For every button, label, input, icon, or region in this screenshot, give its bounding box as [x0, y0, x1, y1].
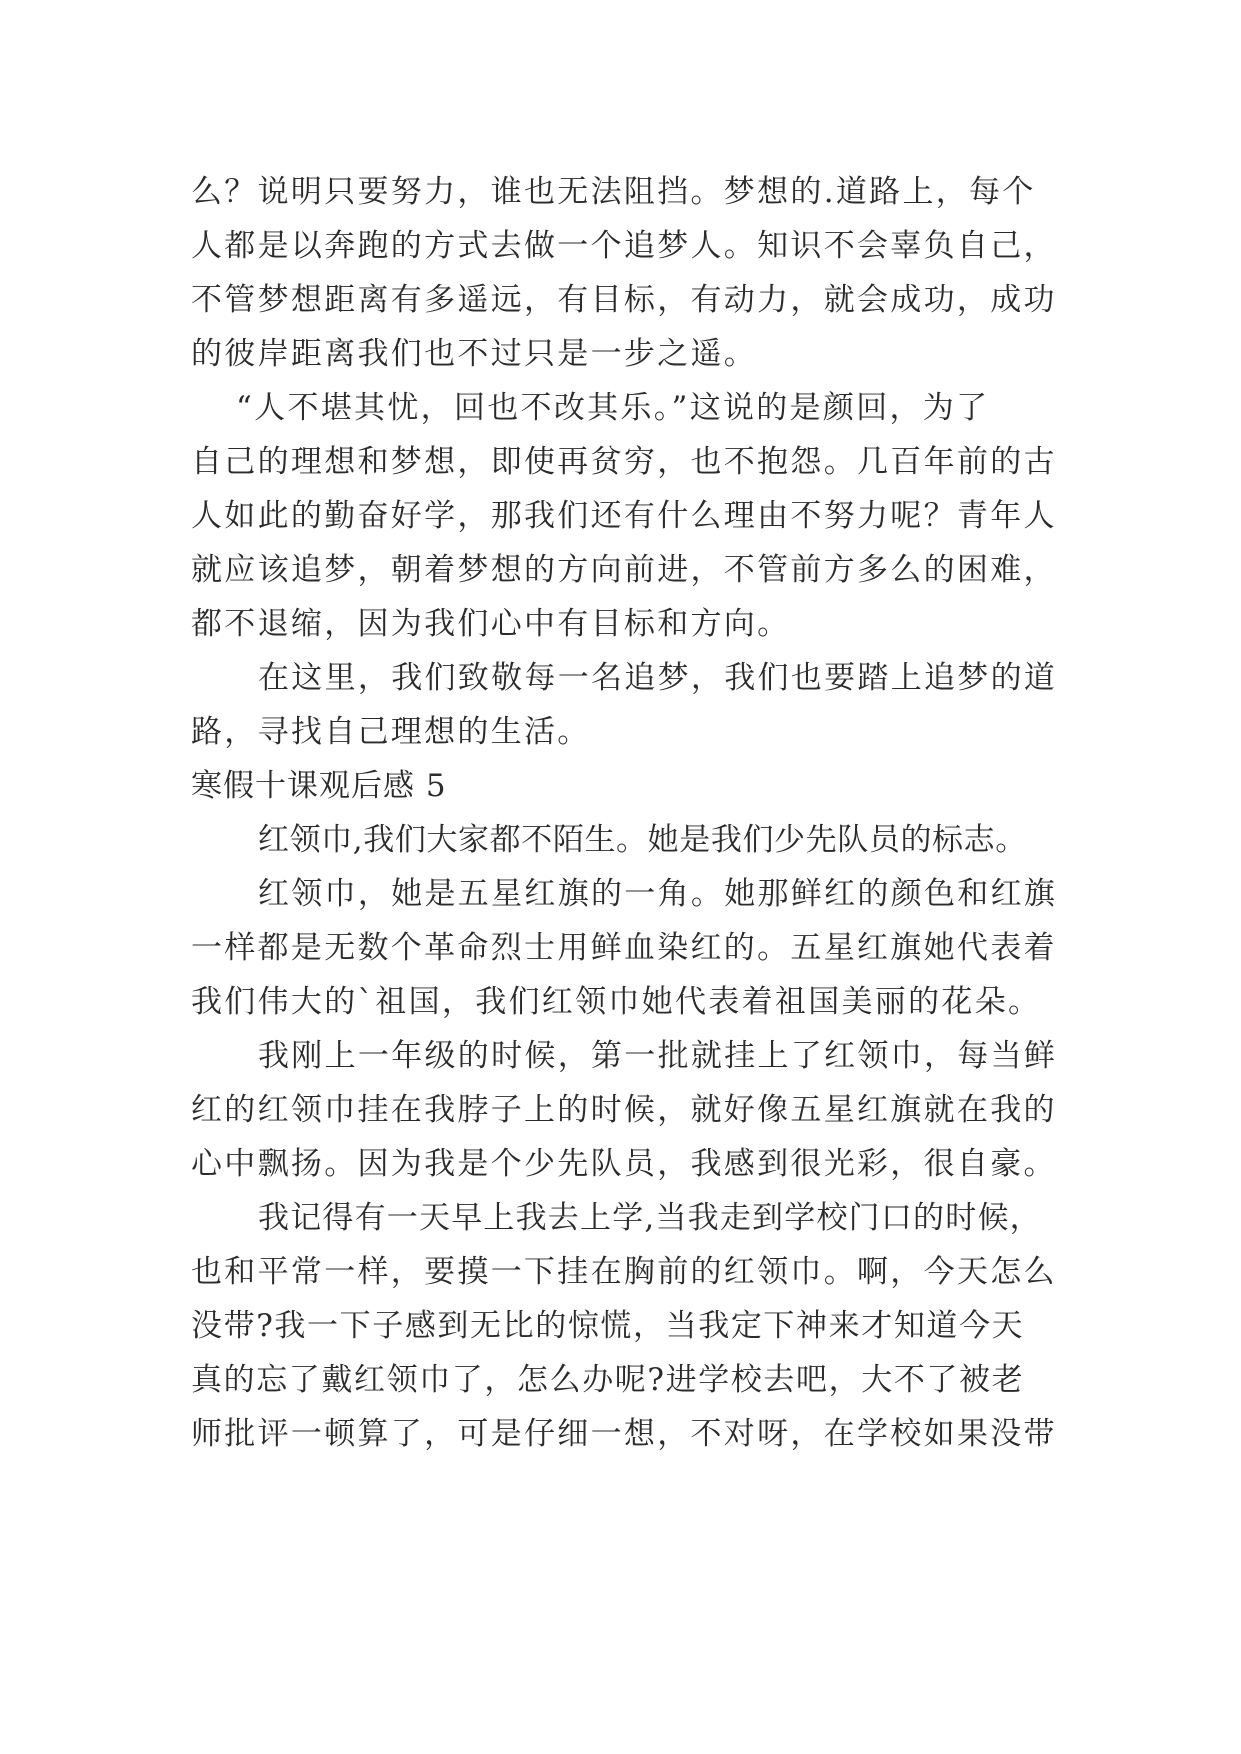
paragraph-line: 我们伟大的`祖国，我们红领巾她代表着祖国美丽的花朵。 — [191, 984, 1042, 1020]
paragraph-line: 么？说明只要努力，谁也无法阻挡。梦想的.道路上，每个 — [191, 174, 1036, 210]
paragraph-line: 自己的理想和梦想，即使再贫穷，也不抱怨。几百年前的古 — [191, 444, 1057, 480]
paragraph-line: 人都是以奔跑的方式去做一个追梦人。知识不会辜负自己， — [191, 228, 1057, 264]
paragraph-line: 红领巾，她是五星红旗的一角。她那鲜红的颜色和红旗 — [258, 876, 1058, 912]
paragraph-line: 不管梦想距离有多遥远，有目标，有动力，就会成功，成功 — [191, 282, 1057, 318]
paragraph-line: 红领巾,我们大家都不陌生。她是我们少先队员的标志。 — [258, 822, 1027, 858]
paragraph-line: 在这里，我们致敬每一名追梦，我们也要踏上追梦的道 — [258, 660, 1058, 696]
paragraph-line: 都不退缩，因为我们心中有目标和方向。 — [191, 606, 791, 642]
paragraph-line: “人不堪其忧，回也不改其乐。”这说的是颜回，为了 — [236, 390, 990, 426]
paragraph-line: 我刚上一年级的时候，第一批就挂上了红领巾，每当鲜 — [258, 1038, 1058, 1074]
paragraph-line: 也和平常一样，要摸一下挂在胸前的红领巾。啊，今天怎么 — [191, 1254, 1057, 1290]
paragraph-line: 心中飘扬。因为我是个少先队员，我感到很光彩，很自豪。 — [191, 1146, 1057, 1182]
paragraph-line: 真的忘了戴红领巾了，怎么办呢?进学校去吧，大不了被老 — [191, 1362, 1025, 1398]
paragraph-line: 没带?我一下子感到无比的惊慌，当我定下神来才知道今天 — [191, 1308, 1025, 1344]
paragraph-line: 红的红领巾挂在我脖子上的时候，就好像五星红旗就在我的 — [191, 1092, 1057, 1128]
paragraph-line: 就应该追梦，朝着梦想的方向前进，不管前方多么的困难， — [191, 552, 1057, 588]
section-heading: 寒假十课观后感 5 — [191, 768, 447, 804]
paragraph-line: 路，寻找自己理想的生活。 — [191, 714, 591, 750]
paragraph-line: 的彼岸距离我们也不过只是一步之遥。 — [191, 336, 758, 372]
paragraph-line: 师批评一顿算了，可是仔细一想，不对呀，在学校如果没带 — [191, 1416, 1057, 1452]
paragraph-line: 一样都是无数个革命烈士用鲜血染红的。五星红旗她代表着 — [191, 930, 1057, 966]
paragraph-line: 我记得有一天早上我去上学,当我走到学校门口的时候， — [258, 1200, 1042, 1236]
paragraph-line: 人如此的勤奋好学，那我们还有什么理由不努力呢？青年人 — [191, 498, 1057, 534]
